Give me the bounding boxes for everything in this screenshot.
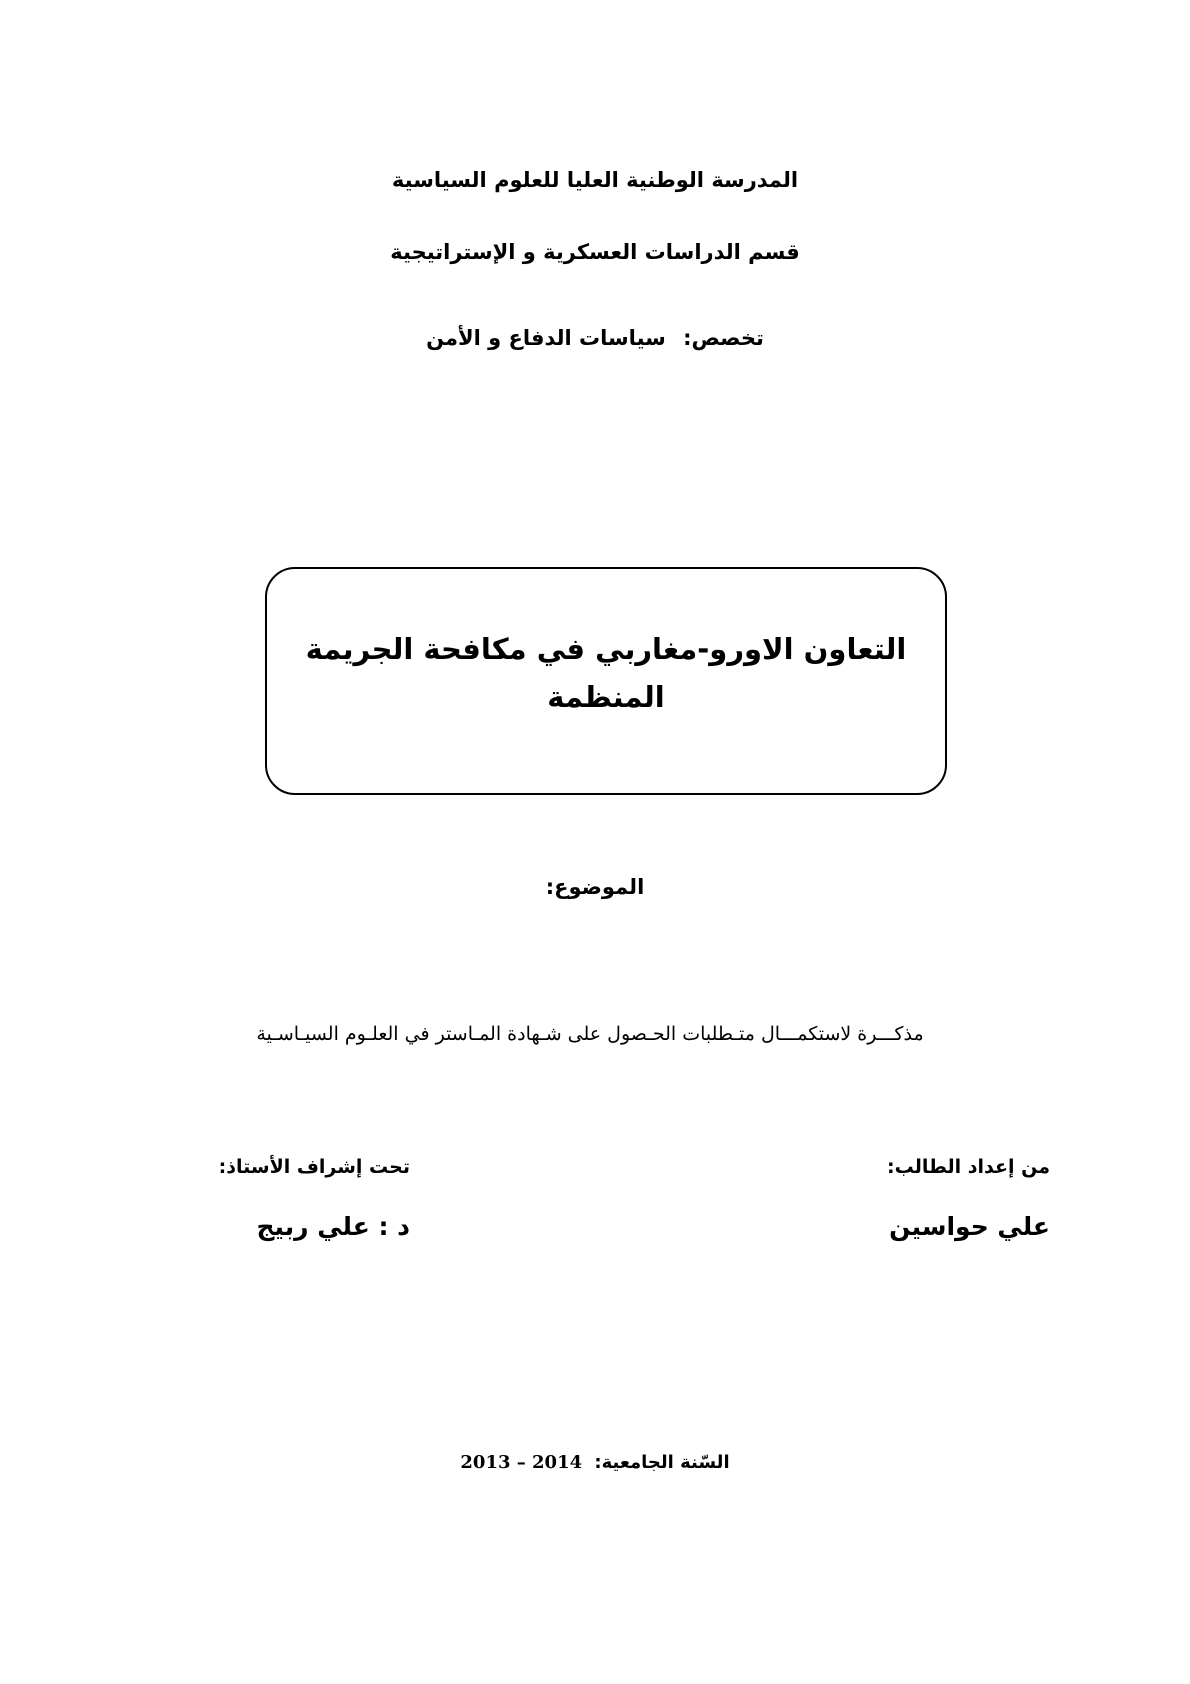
academic-year-label: السّنة الجامعية: xyxy=(594,1452,730,1473)
title-box xyxy=(265,567,947,795)
thesis-title-line-1: التعاون الاورو-مغاربي في مكافحة الجريمة xyxy=(305,632,907,666)
subject-label: الموضوع: xyxy=(545,875,645,899)
specialty-value: سياسات الدفاع و الأمن xyxy=(426,326,666,350)
thesis-title-line-2: المنظمة xyxy=(547,680,665,714)
thesis-title xyxy=(267,625,945,721)
student-label: من إعداد الطالب: xyxy=(887,1156,1050,1178)
specialty-line xyxy=(0,326,1190,350)
student-name: علي حواسين xyxy=(889,1212,1050,1241)
memo-statement: مذكـــرة لاستكمـــال متـطلبات الحـصول على شـهادة المـاستر في العلـوم السيـاسـية xyxy=(256,1023,924,1045)
department-name: قسم الدراسات العسكرية و الإستراتيجية xyxy=(390,240,800,264)
school-name: المدرسة الوطنية العليا للعلوم السياسية xyxy=(391,168,799,192)
supervisor-label: تحت إشراف الأستاذ: xyxy=(218,1156,410,1178)
supervisor-name: د : علي ربيج xyxy=(256,1212,410,1241)
specialty-label: تخصص: xyxy=(683,326,764,350)
academic-year-value: 2013 – 2014 xyxy=(460,1452,583,1473)
academic-year xyxy=(0,1452,1190,1473)
